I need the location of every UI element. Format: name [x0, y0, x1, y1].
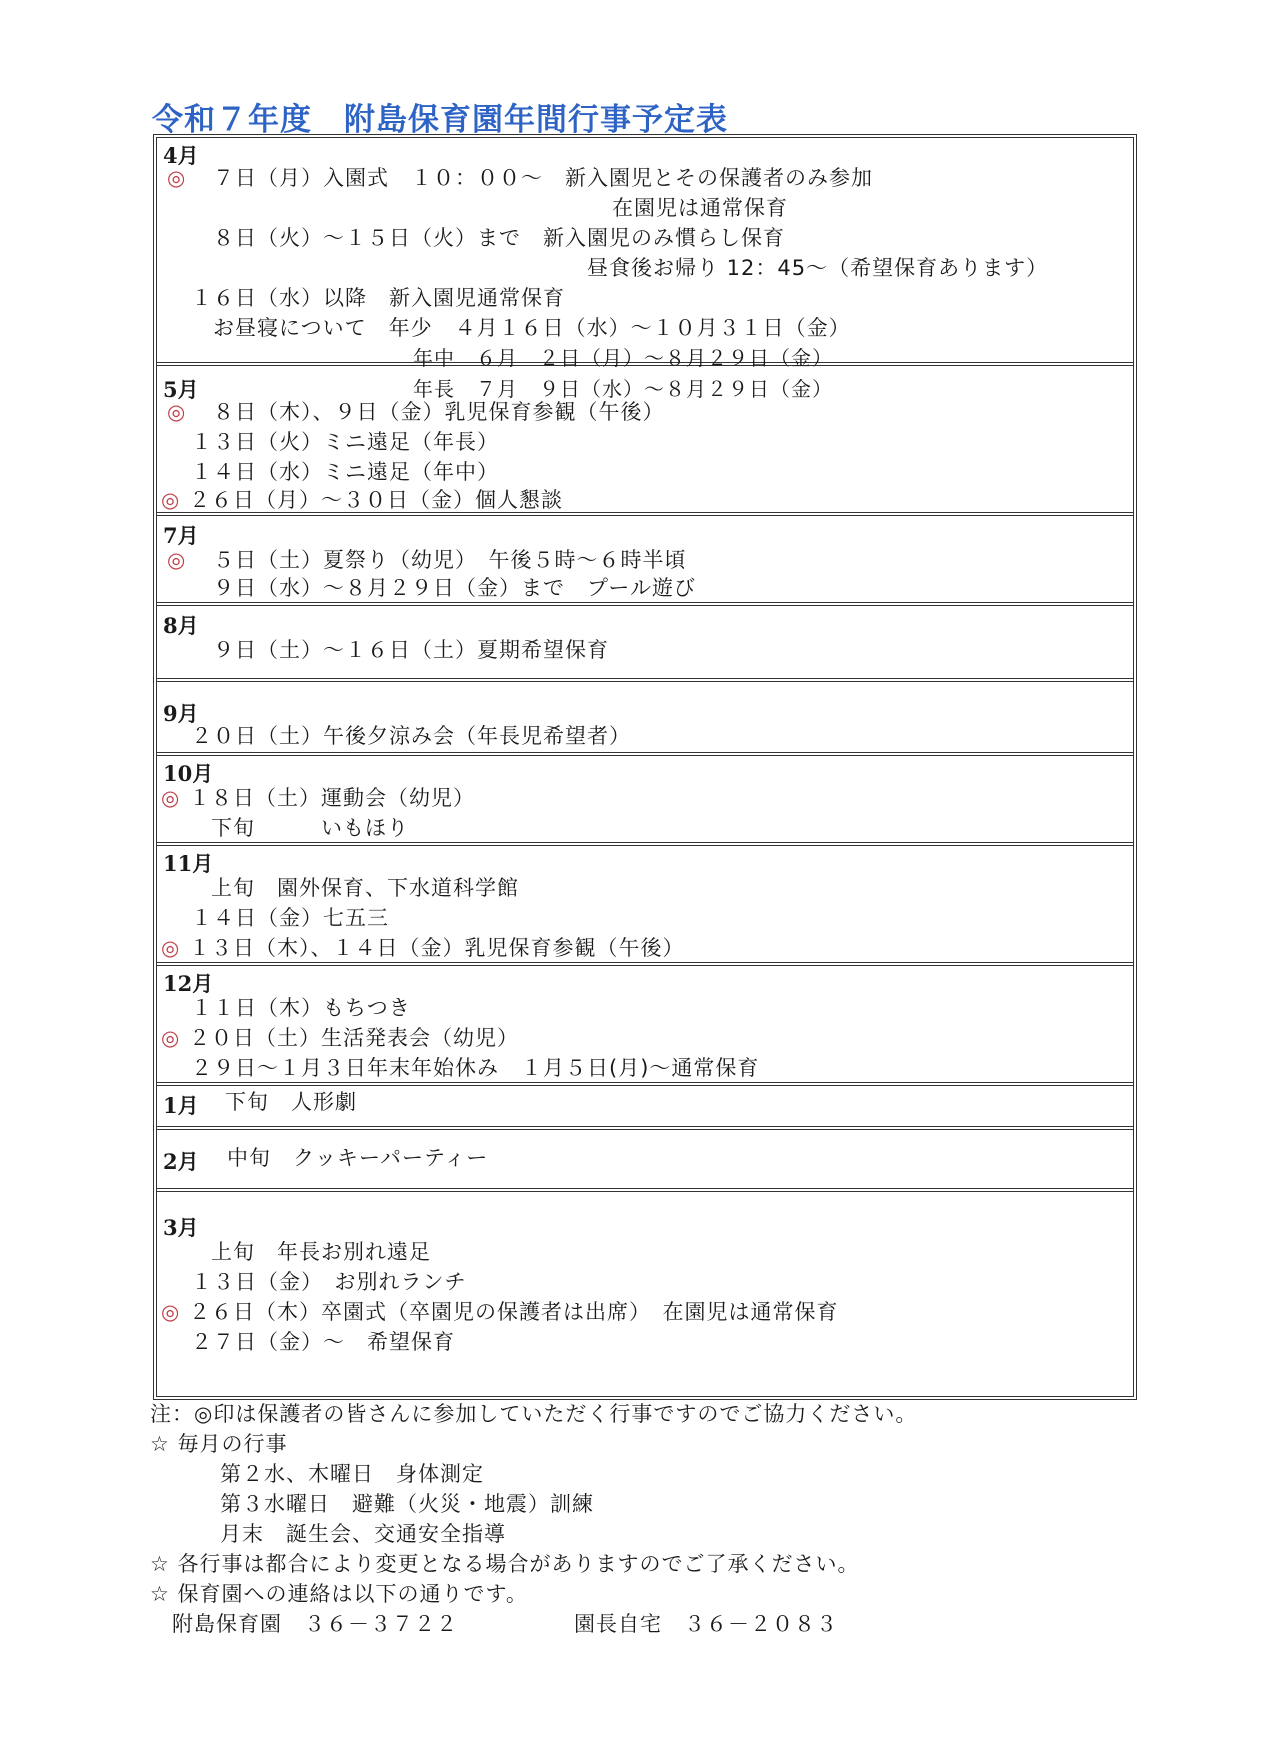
event-line: １３日（木）、１４日（金）乳児保育参観（午後） — [189, 936, 685, 960]
event-line: ２７日（金）～ 希望保育 — [191, 1330, 455, 1354]
event-line: １６日（水）以降 新入園児通常保育 — [191, 286, 565, 310]
contact-nursery: 附島保育園 ３６－３７２２ — [172, 1612, 458, 1636]
event-line: 年中 ６月 ２日（月）～８月２９日（金） — [413, 346, 833, 370]
month-may — [157, 366, 1133, 516]
monthly-event: 月末 誕生会、交通安全指導 — [220, 1522, 506, 1546]
participation-mark: ◎ — [161, 1026, 180, 1050]
event-line: １８日（土）運動会（幼児） — [189, 786, 475, 810]
participation-mark: ◎ — [161, 488, 180, 512]
event-line: １４日（金）七五三 — [191, 906, 389, 930]
month-label: 1月 — [163, 1093, 199, 1118]
month-march — [157, 1192, 1133, 1400]
event-line: 中旬 クッキーパーティー — [227, 1146, 489, 1170]
participation-mark: ◎ — [167, 166, 186, 190]
participation-mark: ◎ — [167, 548, 186, 572]
month-label: 9月 — [163, 701, 199, 726]
month-january — [157, 1086, 1133, 1130]
event-line: ７日（月）入園式 １０：００～ 新入園児とその保護者のみ参加 — [213, 166, 873, 190]
page-title: 令和７年度 附島保育園年間行事予定表 — [152, 102, 728, 138]
event-line: ２６日（月）～３０日（金）個人懇談 — [189, 488, 563, 512]
participation-mark: ◎ — [161, 936, 180, 960]
event-line: 年長 ７月 ９日（水）～８月２９日（金） — [413, 377, 833, 401]
schedule-table — [153, 134, 1137, 1400]
event-line: １４日（水）ミニ遠足（年中） — [191, 460, 499, 484]
month-label: 11月 — [163, 851, 214, 876]
monthly-event: 第２水、木曜日 身体測定 — [220, 1462, 484, 1486]
month-february — [157, 1130, 1133, 1192]
month-december — [157, 966, 1133, 1086]
participation-note: 注：◎印は保護者の皆さんに参加していただく行事ですのでご協力ください。 — [150, 1402, 918, 1426]
month-august — [157, 606, 1133, 682]
month-label: 2月 — [163, 1149, 199, 1174]
monthly-events-heading: ☆ 毎月の行事 — [150, 1432, 288, 1456]
month-october — [157, 756, 1133, 846]
participation-mark: ◎ — [161, 786, 180, 810]
month-july — [157, 516, 1133, 606]
month-april — [157, 138, 1133, 370]
month-label: 10月 — [163, 761, 214, 786]
month-label: 5月 — [163, 377, 199, 402]
month-label: 7月 — [163, 523, 199, 548]
event-line: 上旬 年長お別れ遠足 — [211, 1240, 431, 1264]
contact-director: 園長自宅 ３６－２０８３ — [574, 1612, 838, 1636]
event-line: 在園児は通常保育 — [612, 196, 788, 220]
event-line: １１日（木）もちつき — [191, 996, 411, 1020]
event-line: ５日（土）夏祭り（幼児） 午後５時～６時半頃 — [213, 548, 687, 572]
event-line: ２０日（土）午後夕涼み会（年長児希望者） — [191, 724, 631, 748]
month-label: 3月 — [163, 1215, 199, 1240]
monthly-event: 第３水曜日 避難（火災・地震）訓練 — [220, 1492, 594, 1516]
event-line: 上旬 園外保育、下水道科学館 — [211, 876, 519, 900]
month-november — [157, 846, 1133, 966]
event-line: 下旬 いもほり — [211, 816, 409, 840]
event-line: 下旬 人形劇 — [225, 1090, 357, 1114]
month-september — [157, 682, 1133, 756]
month-label: 4月 — [163, 143, 199, 168]
event-line: １３日（金） お別れランチ — [191, 1270, 467, 1294]
contact-heading: ☆ 保育園への連絡は以下の通りです。 — [150, 1582, 528, 1606]
event-line: 昼食後お帰り 12：45～（希望保育あります） — [587, 256, 1049, 280]
participation-mark: ◎ — [167, 400, 186, 424]
event-line: １３日（火）ミニ遠足（年長） — [191, 430, 499, 454]
event-line: ２９日～１月３日年末年始休み １月５日(月)～通常保育 — [191, 1056, 760, 1080]
participation-mark: ◎ — [161, 1300, 180, 1324]
event-line: お昼寝について 年少 ４月１６日（水）～１０月３１日（金） — [213, 316, 851, 340]
month-label: 8月 — [163, 613, 199, 638]
event-line: ２０日（土）生活発表会（幼児） — [189, 1026, 519, 1050]
event-line: ２６日（木）卒園式（卒園児の保護者は出席） 在園児は通常保育 — [189, 1300, 839, 1324]
event-line: ８日（木）、９日（金）乳児保育参観（午後） — [213, 400, 665, 424]
change-note: ☆ 各行事は都合により変更となる場合がありますのでご了承ください。 — [150, 1552, 860, 1576]
event-line: ９日（水）～８月２９日（金）まで プール遊び — [213, 576, 696, 600]
event-line: ９日（土）～１６日（土）夏期希望保育 — [213, 638, 609, 662]
event-line: ８日（火）～１５日（火）まで 新入園児のみ慣らし保育 — [213, 226, 785, 250]
month-label: 12月 — [163, 971, 214, 996]
